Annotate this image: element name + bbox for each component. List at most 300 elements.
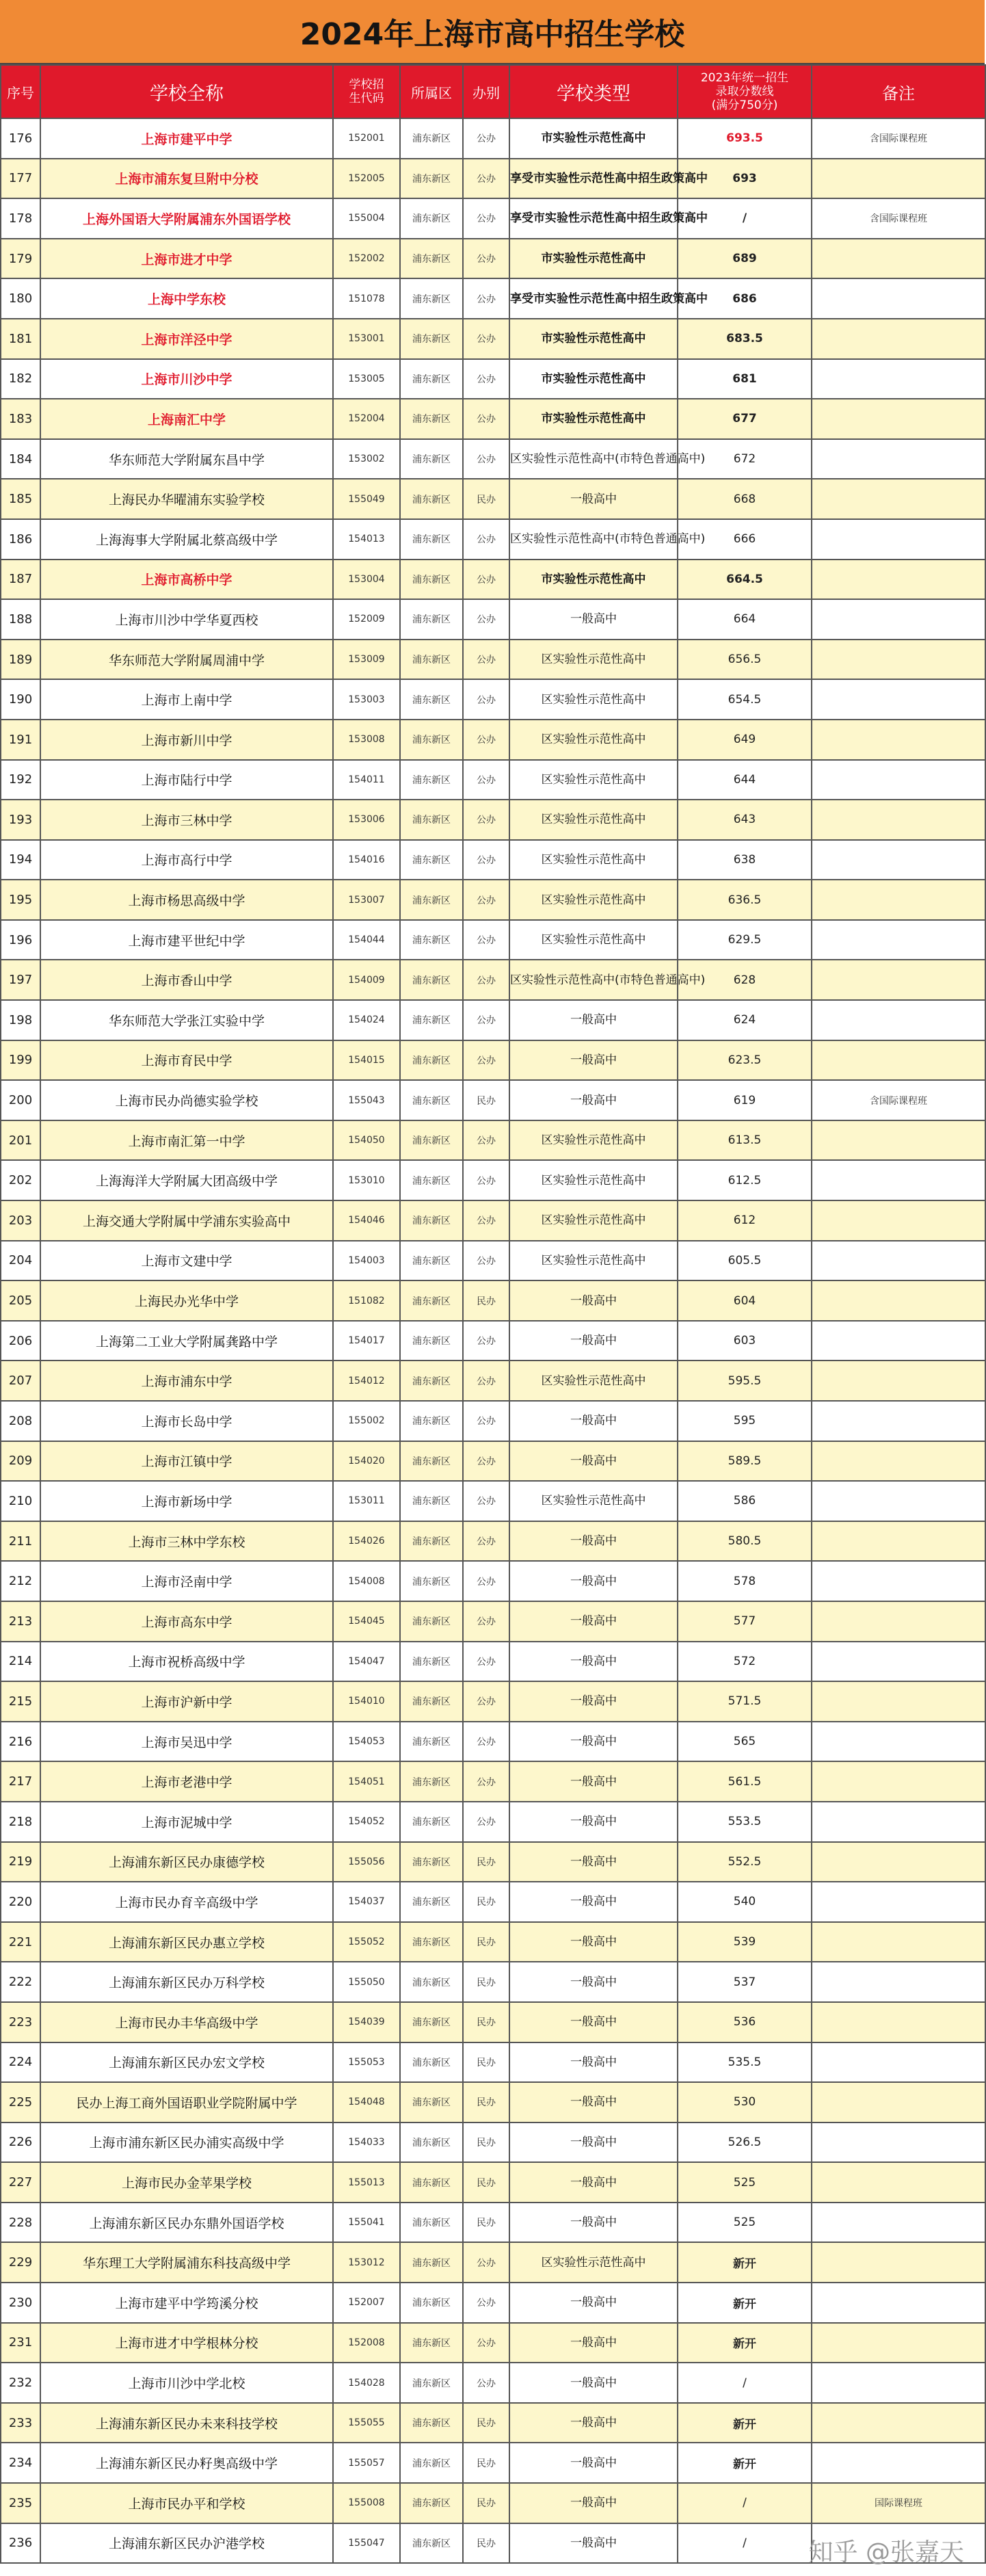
school-code: 154045 — [333, 1601, 400, 1642]
district: 浦东新区 — [400, 1160, 463, 1200]
ownership: 公办 — [463, 359, 509, 399]
table-row — [1, 1681, 985, 1722]
ownership: 民办 — [463, 1842, 509, 1882]
school-name: 上海市香山中学 — [40, 960, 333, 1000]
school-name: 上海市江镇中学 — [40, 1441, 333, 1482]
note — [812, 1441, 985, 1482]
admission-score: 629.5 — [678, 920, 812, 960]
admission-score: 540 — [678, 1882, 812, 1922]
school-type: 市实验性示范性高中 — [509, 239, 678, 279]
table-row — [1, 800, 985, 840]
note — [812, 1882, 985, 1922]
school-code: 153012 — [333, 2242, 400, 2283]
school-name: 上海市民办金苹果学校 — [40, 2162, 333, 2203]
school-code: 154017 — [333, 1321, 400, 1361]
table-row — [1, 720, 985, 760]
table-row — [1, 840, 985, 880]
district: 浦东新区 — [400, 1401, 463, 1441]
ownership: 民办 — [463, 1280, 509, 1321]
school-name: 上海市南汇第一中学 — [40, 1120, 333, 1161]
school-type: 一般高中 — [509, 1000, 678, 1040]
table-row — [1, 920, 985, 960]
table-row — [1, 519, 985, 560]
school-code: 155056 — [333, 1842, 400, 1882]
table-row — [1, 319, 985, 359]
row-index: 195 — [1, 880, 40, 920]
admission-score: 664.5 — [678, 560, 812, 600]
school-code: 154051 — [333, 1761, 400, 1802]
row-index: 204 — [1, 1241, 40, 1281]
admission-score: 603 — [678, 1321, 812, 1361]
district: 浦东新区 — [400, 800, 463, 840]
note — [812, 278, 985, 319]
school-type: 区实验性示范性高中 — [509, 760, 678, 800]
note — [812, 2363, 985, 2403]
school-name: 上海市新川中学 — [40, 720, 333, 760]
row-index: 228 — [1, 2203, 40, 2243]
admission-score: / — [678, 198, 812, 239]
school-name: 民办上海工商外国语职业学院附属中学 — [40, 2082, 333, 2122]
school-name: 上海市祝桥高级中学 — [40, 1642, 333, 1682]
header-name: 学校全称 — [40, 65, 333, 118]
header-code — [333, 65, 400, 118]
school-name: 上海市高东中学 — [40, 1601, 333, 1642]
ownership: 公办 — [463, 640, 509, 680]
admission-score: / — [678, 2483, 812, 2523]
ownership: 公办 — [463, 1802, 509, 1842]
ownership: 公办 — [463, 1561, 509, 1601]
admission-score: 539 — [678, 1922, 812, 1962]
note — [812, 880, 985, 920]
district: 浦东新区 — [400, 2042, 463, 2083]
row-index: 226 — [1, 2122, 40, 2163]
note — [812, 1642, 985, 1682]
district: 浦东新区 — [400, 2122, 463, 2163]
table-row — [1, 2323, 985, 2363]
table-row — [1, 118, 985, 159]
note — [812, 1601, 985, 1642]
school-type: 区实验性示范性高中 — [509, 1200, 678, 1241]
note — [812, 1200, 985, 1241]
ownership: 公办 — [463, 399, 509, 439]
district: 浦东新区 — [400, 399, 463, 439]
school-type: 一般高中 — [509, 1922, 678, 1962]
school-name: 上海市建平世纪中学 — [40, 920, 333, 960]
school-code: 152008 — [333, 2323, 400, 2363]
ownership: 民办 — [463, 1080, 509, 1120]
admission-score: 605.5 — [678, 1241, 812, 1281]
ownership: 公办 — [463, 1241, 509, 1281]
school-type: 一般高中 — [509, 1642, 678, 1682]
school-code: 153008 — [333, 720, 400, 760]
table-row — [1, 2042, 985, 2083]
table-row — [1, 960, 985, 1000]
header-ownership: 办别 — [463, 65, 509, 118]
row-index: 184 — [1, 439, 40, 479]
school-code: 155013 — [333, 2162, 400, 2203]
note — [812, 599, 985, 640]
header-idx: 序号 — [1, 65, 40, 118]
row-index: 218 — [1, 1802, 40, 1842]
district: 浦东新区 — [400, 439, 463, 479]
school-code: 154048 — [333, 2082, 400, 2122]
row-index: 214 — [1, 1642, 40, 1682]
school-type: 区实验性示范性高中 — [509, 1160, 678, 1200]
district: 浦东新区 — [400, 1642, 463, 1682]
ownership: 公办 — [463, 1642, 509, 1682]
district: 浦东新区 — [400, 519, 463, 560]
district: 浦东新区 — [400, 2162, 463, 2203]
school-name: 上海交通大学附属中学浦东实验高中 — [40, 1200, 333, 1241]
district: 浦东新区 — [400, 2002, 463, 2042]
table-row — [1, 1120, 985, 1161]
school-name: 上海市民办丰华高级中学 — [40, 2002, 333, 2042]
district: 浦东新区 — [400, 1080, 463, 1120]
school-code: 155008 — [333, 2483, 400, 2523]
district: 浦东新区 — [400, 118, 463, 159]
school-name: 上海浦东新区民办惠立学校 — [40, 1922, 333, 1962]
admission-score: 525 — [678, 2203, 812, 2243]
school-name: 上海市泾南中学 — [40, 1561, 333, 1601]
school-name: 上海市泥城中学 — [40, 1802, 333, 1842]
ownership: 公办 — [463, 278, 509, 319]
table-row — [1, 198, 985, 239]
note — [812, 1922, 985, 1962]
school-code: 153006 — [333, 800, 400, 840]
school-name: 上海市进才中学 — [40, 239, 333, 279]
table-row — [1, 1200, 985, 1241]
school-code: 154050 — [333, 1120, 400, 1161]
header-score — [678, 65, 812, 118]
admission-score: 624 — [678, 1000, 812, 1040]
district: 浦东新区 — [400, 1882, 463, 1922]
school-type: 一般高中 — [509, 1401, 678, 1441]
row-index: 192 — [1, 760, 40, 800]
school-name: 上海市老港中学 — [40, 1761, 333, 1802]
school-code: 153007 — [333, 880, 400, 920]
row-index: 221 — [1, 1922, 40, 1962]
school-type: 一般高中 — [509, 1842, 678, 1882]
district: 浦东新区 — [400, 599, 463, 640]
note — [812, 319, 985, 359]
table-row — [1, 359, 985, 399]
school-name: 上海市三林中学 — [40, 800, 333, 840]
note — [812, 1000, 985, 1040]
admission-score: 693 — [678, 159, 812, 199]
admission-score: 689 — [678, 239, 812, 279]
note — [812, 1401, 985, 1441]
table-row — [1, 2122, 985, 2163]
school-name: 华东师范大学附属东昌中学 — [40, 439, 333, 479]
school-name: 上海市吴迅中学 — [40, 1722, 333, 1762]
district: 浦东新区 — [400, 1761, 463, 1802]
table-row — [1, 1241, 985, 1281]
ownership: 公办 — [463, 679, 509, 720]
table-row — [1, 2363, 985, 2403]
row-index: 229 — [1, 2242, 40, 2283]
district: 浦东新区 — [400, 2523, 463, 2564]
school-code: 155049 — [333, 479, 400, 519]
district: 浦东新区 — [400, 720, 463, 760]
ownership: 民办 — [463, 2483, 509, 2523]
table-row — [1, 1441, 985, 1482]
ownership: 公办 — [463, 840, 509, 880]
note — [812, 479, 985, 519]
school-name: 上海市沪新中学 — [40, 1681, 333, 1722]
admission-score: 552.5 — [678, 1842, 812, 1882]
row-index: 215 — [1, 1681, 40, 1722]
school-name: 华东师范大学张江实验中学 — [40, 1000, 333, 1040]
row-index: 200 — [1, 1080, 40, 1120]
note — [812, 399, 985, 439]
school-code: 154037 — [333, 1882, 400, 1922]
ownership: 民办 — [463, 1962, 509, 2002]
ownership: 民办 — [463, 2082, 509, 2122]
note — [812, 519, 985, 560]
table-row — [1, 1962, 985, 2002]
admission-score: 668 — [678, 479, 812, 519]
row-index: 205 — [1, 1280, 40, 1321]
row-index: 233 — [1, 2403, 40, 2443]
table-row — [1, 1000, 985, 1040]
school-name: 上海南汇中学 — [40, 399, 333, 439]
admission-score: 525 — [678, 2162, 812, 2203]
ownership: 公办 — [463, 159, 509, 199]
school-name: 上海市浦东新区民办浦实高级中学 — [40, 2122, 333, 2163]
ownership: 公办 — [463, 439, 509, 479]
district: 浦东新区 — [400, 1120, 463, 1161]
ownership: 公办 — [463, 920, 509, 960]
school-type: 区实验性示范性高中 — [509, 1241, 678, 1281]
admission-score: 537 — [678, 1962, 812, 2002]
district: 浦东新区 — [400, 319, 463, 359]
ownership: 民办 — [463, 1882, 509, 1922]
row-index: 235 — [1, 2483, 40, 2523]
district: 浦东新区 — [400, 1802, 463, 1842]
district: 浦东新区 — [400, 1521, 463, 1562]
row-index: 236 — [1, 2523, 40, 2564]
district: 浦东新区 — [400, 1441, 463, 1482]
school-type: 一般高中 — [509, 2443, 678, 2483]
row-index: 224 — [1, 2042, 40, 2083]
note — [812, 2002, 985, 2042]
table-row — [1, 1080, 985, 1120]
school-type: 一般高中 — [509, 1962, 678, 2002]
admission-score: 新开 — [678, 2283, 812, 2323]
ownership: 民办 — [463, 2523, 509, 2564]
table-row — [1, 2283, 985, 2323]
row-index: 222 — [1, 1962, 40, 2002]
district: 浦东新区 — [400, 1962, 463, 2002]
table-row — [1, 1321, 985, 1361]
school-type: 区实验性示范性高中 — [509, 880, 678, 920]
note — [812, 2403, 985, 2443]
table-row — [1, 760, 985, 800]
row-index: 220 — [1, 1882, 40, 1922]
school-code: 152002 — [333, 239, 400, 279]
district: 浦东新区 — [400, 560, 463, 600]
table-row — [1, 1761, 985, 1802]
school-type: 市实验性示范性高中 — [509, 359, 678, 399]
school-name: 上海市川沙中学 — [40, 359, 333, 399]
district: 浦东新区 — [400, 2403, 463, 2443]
table-row — [1, 159, 985, 199]
row-index: 207 — [1, 1361, 40, 1401]
school-type: 区实验性示范性高中 — [509, 920, 678, 960]
table-row — [1, 1601, 985, 1642]
table-row — [1, 278, 985, 319]
table-row — [1, 1361, 985, 1401]
district: 浦东新区 — [400, 479, 463, 519]
row-index: 198 — [1, 1000, 40, 1040]
note — [812, 2203, 985, 2243]
note — [812, 2443, 985, 2483]
admission-score: 535.5 — [678, 2042, 812, 2083]
school-code: 155052 — [333, 1922, 400, 1962]
admission-score: 526.5 — [678, 2122, 812, 2163]
header-score-line2: 录取分数线 — [715, 85, 774, 98]
school-type: 一般高中 — [509, 1280, 678, 1321]
ownership: 民办 — [463, 2203, 509, 2243]
ownership: 民办 — [463, 2002, 509, 2042]
school-name: 上海第二工业大学附属龚路中学 — [40, 1321, 333, 1361]
note — [812, 679, 985, 720]
school-type: 一般高中 — [509, 2042, 678, 2083]
ownership: 公办 — [463, 519, 509, 560]
note — [812, 2162, 985, 2203]
note — [812, 1321, 985, 1361]
district: 浦东新区 — [400, 1241, 463, 1281]
school-code: 152004 — [333, 399, 400, 439]
row-index: 177 — [1, 159, 40, 199]
table-row — [1, 2443, 985, 2483]
ownership: 民办 — [463, 1922, 509, 1962]
school-code: 152001 — [333, 118, 400, 159]
school-type: 享受市实验性示范性高中招生政策高中 — [509, 278, 678, 319]
district: 浦东新区 — [400, 198, 463, 239]
note — [812, 920, 985, 960]
admission-score: 536 — [678, 2002, 812, 2042]
school-code: 155050 — [333, 1962, 400, 2002]
school-code: 151078 — [333, 278, 400, 319]
row-index: 182 — [1, 359, 40, 399]
school-code: 154012 — [333, 1361, 400, 1401]
admission-score: 628 — [678, 960, 812, 1000]
school-name: 上海市进才中学根林分校 — [40, 2323, 333, 2363]
row-index: 193 — [1, 800, 40, 840]
admission-score: 586 — [678, 1481, 812, 1521]
admission-score: / — [678, 2363, 812, 2403]
district: 浦东新区 — [400, 1601, 463, 1642]
school-code: 155041 — [333, 2203, 400, 2243]
table-row — [1, 1842, 985, 1882]
school-code: 154053 — [333, 1722, 400, 1762]
header-score-line3: (满分750分) — [711, 98, 778, 112]
table-row — [1, 599, 985, 640]
district: 浦东新区 — [400, 2483, 463, 2523]
school-type: 一般高中 — [509, 1040, 678, 1081]
ownership: 公办 — [463, 1761, 509, 1802]
district: 浦东新区 — [400, 840, 463, 880]
ownership: 公办 — [463, 800, 509, 840]
school-name: 上海浦东新区民办籽奥高级中学 — [40, 2443, 333, 2483]
school-type: 一般高中 — [509, 2162, 678, 2203]
school-name: 上海市高桥中学 — [40, 560, 333, 600]
row-index: 209 — [1, 1441, 40, 1482]
table-row — [1, 1561, 985, 1601]
school-code: 155043 — [333, 1080, 400, 1120]
district: 浦东新区 — [400, 1200, 463, 1241]
ownership: 公办 — [463, 2323, 509, 2363]
school-type: 区实验性示范性高中 — [509, 800, 678, 840]
note — [812, 760, 985, 800]
note — [812, 640, 985, 680]
table-row — [1, 1401, 985, 1441]
note — [812, 159, 985, 199]
school-name: 上海浦东新区民办未来科技学校 — [40, 2403, 333, 2443]
ownership: 公办 — [463, 1722, 509, 1762]
school-name: 华东理工大学附属浦东科技高级中学 — [40, 2242, 333, 2283]
table-row — [1, 1280, 985, 1321]
row-index: 216 — [1, 1722, 40, 1762]
school-type: 一般高中 — [509, 1681, 678, 1722]
school-type: 区实验性示范性高中 — [509, 840, 678, 880]
school-name: 上海市杨思高级中学 — [40, 880, 333, 920]
note — [812, 359, 985, 399]
admission-score: 693.5 — [678, 118, 812, 159]
page-title: 2024年上海市高中招生学校 — [0, 0, 985, 64]
school-code: 155002 — [333, 1401, 400, 1441]
school-name: 上海市新场中学 — [40, 1481, 333, 1521]
district: 浦东新区 — [400, 920, 463, 960]
school-code: 154015 — [333, 1040, 400, 1081]
school-code: 154047 — [333, 1642, 400, 1682]
table-row — [1, 1481, 985, 1521]
row-index: 181 — [1, 319, 40, 359]
district: 浦东新区 — [400, 880, 463, 920]
table-row — [1, 880, 985, 920]
district: 浦东新区 — [400, 1321, 463, 1361]
school-name: 上海浦东新区民办康德学校 — [40, 1842, 333, 1882]
row-index: 202 — [1, 1160, 40, 1200]
school-type: 一般高中 — [509, 2203, 678, 2243]
school-code: 153011 — [333, 1481, 400, 1521]
admission-score: 572 — [678, 1642, 812, 1682]
row-index: 210 — [1, 1481, 40, 1521]
note — [812, 1120, 985, 1161]
school-name: 上海市浦东复旦附中分校 — [40, 159, 333, 199]
admission-score: 新开 — [678, 2443, 812, 2483]
school-type: 市实验性示范性高中 — [509, 319, 678, 359]
ownership: 公办 — [463, 760, 509, 800]
note: 含国际课程班 — [812, 1080, 985, 1120]
note — [812, 2042, 985, 2083]
note — [812, 2082, 985, 2122]
row-index: 208 — [1, 1401, 40, 1441]
table-row — [1, 1642, 985, 1682]
school-name: 上海海事大学附属北蔡高级中学 — [40, 519, 333, 560]
note — [812, 960, 985, 1000]
header-score-line1: 2023年统一招生 — [700, 71, 789, 85]
note — [812, 1361, 985, 1401]
table-row — [1, 1722, 985, 1762]
school-type: 区实验性示范性高中 — [509, 1120, 678, 1161]
school-code: 154039 — [333, 2002, 400, 2042]
school-name: 上海市三林中学东校 — [40, 1521, 333, 1562]
school-name: 上海市高行中学 — [40, 840, 333, 880]
row-index: 196 — [1, 920, 40, 960]
admission-score: 530 — [678, 2082, 812, 2122]
